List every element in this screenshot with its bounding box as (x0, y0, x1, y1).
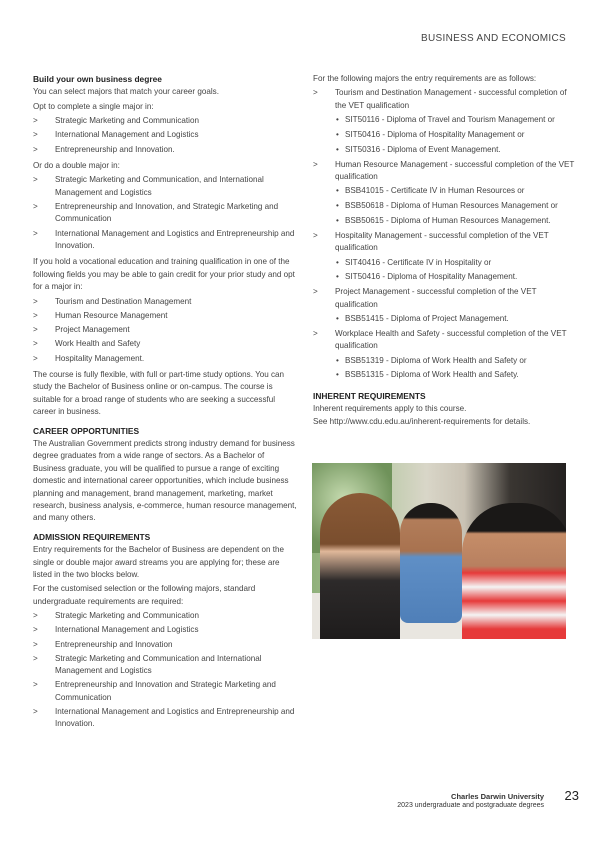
list-item-text: International Management and Logistics and Entrepreneurship and Innovation. (55, 707, 295, 729)
footer-university: Charles Darwin University (451, 792, 544, 801)
list-item-text: Strategic Marketing and Communication, and International Management and Logistics (55, 175, 264, 197)
chevron-icon: > (33, 611, 38, 621)
entry-major: Project Management - successful completion of the VET qualification (335, 287, 537, 309)
chevron-icon: > (33, 680, 38, 690)
qualification-item (335, 257, 575, 269)
chevron-icon: > (33, 353, 38, 363)
inherent-heading: INHERENT REQUIREMENTS (313, 390, 426, 401)
list-item (33, 679, 298, 704)
bullet-icon: • (336, 314, 339, 324)
double-majors-list (33, 174, 298, 252)
qualification-text: BSB50615 - Diploma of Human Resources Management. (345, 216, 551, 226)
qualification-text: BSB50618 - Diploma of Human Resources Management or (345, 201, 558, 211)
right-column (313, 73, 575, 428)
list-item (33, 324, 298, 336)
bullet-icon: • (336, 144, 339, 154)
qualification-item (335, 355, 575, 367)
page-number: 23 (564, 788, 579, 803)
chevron-icon: > (313, 328, 318, 338)
bullet-icon: • (336, 272, 339, 282)
section-header: BUSINESS AND ECONOMICS (421, 33, 566, 44)
inherent-line-1: Inherent requirements apply to this course. (313, 404, 467, 414)
list-item (33, 296, 298, 308)
chevron-icon: > (33, 175, 38, 185)
qualification-text: SIT50116 - Diploma of Travel and Tourism Management or (345, 115, 555, 125)
list-item (33, 144, 298, 156)
double-intro: Or do a double major in: (33, 161, 120, 171)
bullet-icon: • (336, 186, 339, 196)
chevron-icon: > (33, 339, 38, 349)
left-column (33, 73, 298, 735)
career-text: The Australian Government predicts strong industry demand for business degree graduates from a wide range of sectors. As a Bachelor of Business graduate, you will be qualified to pursue a range of exciting domestic and international career opportunities, which include business planning and management, brand management, marketing, market research, business analysis, e-commerce, human resource management, and many others. (33, 438, 297, 523)
bullet-icon: • (336, 355, 339, 365)
single-majors-list (33, 115, 298, 156)
list-item (33, 353, 298, 365)
qualification-item (335, 114, 575, 126)
standard-intro: For the customised selection or the following majors, standard undergraduate requirements are required: (33, 584, 256, 606)
list-item-text: Entrepreneurship and Innovation (55, 639, 173, 649)
list-item-text: Entrepreneurship and Innovation and Strategic Marketing and Communication (55, 680, 276, 702)
entry-major: Tourism and Destination Management - successful completion of the VET qualification (335, 88, 567, 110)
chevron-icon: > (33, 707, 38, 717)
career-heading: CAREER OPPORTUNITIES (33, 425, 140, 436)
bullet-icon: • (336, 130, 339, 140)
list-item (33, 201, 298, 226)
single-intro: Opt to complete a single major in: (33, 101, 154, 111)
qualification-item (335, 215, 575, 227)
list-item (33, 129, 298, 141)
list-item (33, 174, 298, 199)
list-item-text: Strategic Marketing and Communication and International Management and Logistics (55, 653, 262, 676)
build-heading: Build your own business degree (33, 74, 162, 84)
chevron-icon: > (313, 88, 318, 98)
list-item-text: Strategic Marketing and Communication (55, 116, 199, 126)
entry-item (313, 87, 575, 156)
vet-majors-list (33, 296, 298, 365)
chevron-icon: > (33, 325, 38, 335)
students-photo (312, 463, 566, 639)
list-item (33, 310, 298, 322)
qualification-list (335, 355, 575, 382)
bullet-icon: • (336, 201, 339, 211)
list-item (33, 115, 298, 127)
list-item-text: Hospitality Management. (55, 353, 145, 363)
chevron-icon: > (33, 625, 38, 635)
chevron-icon: > (33, 296, 38, 306)
qualification-text: BSB41015 - Certificate IV in Human Resources or (345, 186, 525, 196)
list-item (33, 338, 298, 350)
chevron-icon: > (313, 287, 318, 297)
qualification-item (335, 200, 575, 212)
list-item (33, 228, 298, 253)
qualification-item (335, 185, 575, 197)
qualification-list (335, 313, 575, 325)
chevron-icon: > (33, 202, 38, 212)
list-item (33, 610, 298, 622)
footer (397, 792, 544, 810)
entry-major: Hospitality Management - successful completion of the VET qualification (335, 230, 549, 253)
inherent-line-2: See http://www.cdu.edu.au/inherent-requirements for details. (313, 416, 531, 426)
entry-item (313, 328, 575, 382)
qualification-text: SIT50316 - Diploma of Event Management. (345, 144, 501, 154)
build-intro: You can select majors that match your career goals. (33, 87, 219, 97)
bullet-icon: • (336, 115, 339, 125)
qualification-item (335, 271, 575, 283)
qualification-text: SIT40416 - Certificate IV in Hospitality or (345, 257, 492, 267)
list-item (33, 624, 298, 636)
chevron-icon: > (33, 228, 38, 238)
qualification-text: BSB51319 - Diploma of Work Health and Safety or (345, 355, 527, 365)
entry-item (313, 159, 575, 228)
chevron-icon: > (313, 230, 318, 240)
entry-item (313, 230, 575, 284)
bullet-icon: • (336, 257, 339, 267)
bullet-icon: • (336, 370, 339, 380)
standard-majors-list (33, 610, 298, 731)
qualification-item (335, 129, 575, 141)
list-item-text: Human Resource Management (55, 310, 168, 320)
entry-major: Human Resource Management - successful completion of the VET qualification (335, 159, 575, 182)
chevron-icon: > (313, 159, 318, 169)
list-item-text: Entrepreneurship and Innovation. (55, 144, 175, 154)
vet-intro: If you hold a vocational education and training qualification in one of the following fields you may be able to gain credit for your prior study and opt for a major in: (33, 257, 295, 292)
list-item-text: International Management and Logistics (55, 625, 199, 635)
qualification-item (335, 313, 575, 325)
list-item-text: Work Health and Safety (55, 339, 141, 349)
list-item-text: Project Management (55, 325, 130, 335)
chevron-icon: > (33, 639, 38, 649)
admission-text: Entry requirements for the Bachelor of Business are dependent on the single or double major award streams you are applying for; these are listed in the two blocks below. (33, 545, 285, 579)
entry-item (313, 286, 575, 325)
qualification-text: BSB51315 - Diploma of Work Health and Safety. (345, 370, 519, 380)
chevron-icon: > (33, 653, 38, 663)
entry-intro: For the following majors the entry requirements are as follows: (313, 74, 537, 83)
list-item (33, 639, 298, 651)
chevron-icon: > (33, 116, 38, 126)
list-item (33, 706, 298, 731)
list-item-text: International Management and Logistics and Entrepreneurship and Innovation. (55, 228, 295, 251)
list-item-text: Strategic Marketing and Communication (55, 611, 199, 621)
footer-publication: 2023 undergraduate and postgraduate degrees (397, 802, 544, 809)
list-item-text: International Management and Logistics (55, 130, 199, 140)
qualification-text: SIT50416 - Diploma of Hospitality Management or (345, 130, 525, 140)
entry-requirements-list (313, 87, 575, 381)
admission-heading: ADMISSION REQUIREMENTS (33, 531, 151, 542)
bullet-icon: • (336, 216, 339, 226)
chevron-icon: > (33, 144, 38, 154)
chevron-icon: > (33, 130, 38, 140)
qualification-item (335, 369, 575, 381)
list-item-text: Tourism and Destination Management (55, 296, 192, 306)
list-item (33, 653, 298, 678)
qualification-list (335, 114, 575, 156)
list-item-text: Entrepreneurship and Innovation, and Strategic Marketing and Communication (55, 202, 279, 224)
flexible-text: The course is fully flexible, with full or part-time study options. You can study the Bachelor of Business online or on-campus. The course is suitable for a broad range of students who are seeking a successful career in business. (33, 369, 285, 417)
qualification-text: BSB51415 - Diploma of Project Management. (345, 314, 509, 324)
chevron-icon: > (33, 310, 38, 320)
qualification-item (335, 144, 575, 156)
qualification-list (335, 257, 575, 284)
entry-major: Workplace Health and Safety - successful completion of the VET qualification (335, 328, 567, 351)
qualification-text: SIT50416 - Diploma of Hospitality Management. (345, 272, 518, 282)
qualification-list (335, 185, 575, 227)
